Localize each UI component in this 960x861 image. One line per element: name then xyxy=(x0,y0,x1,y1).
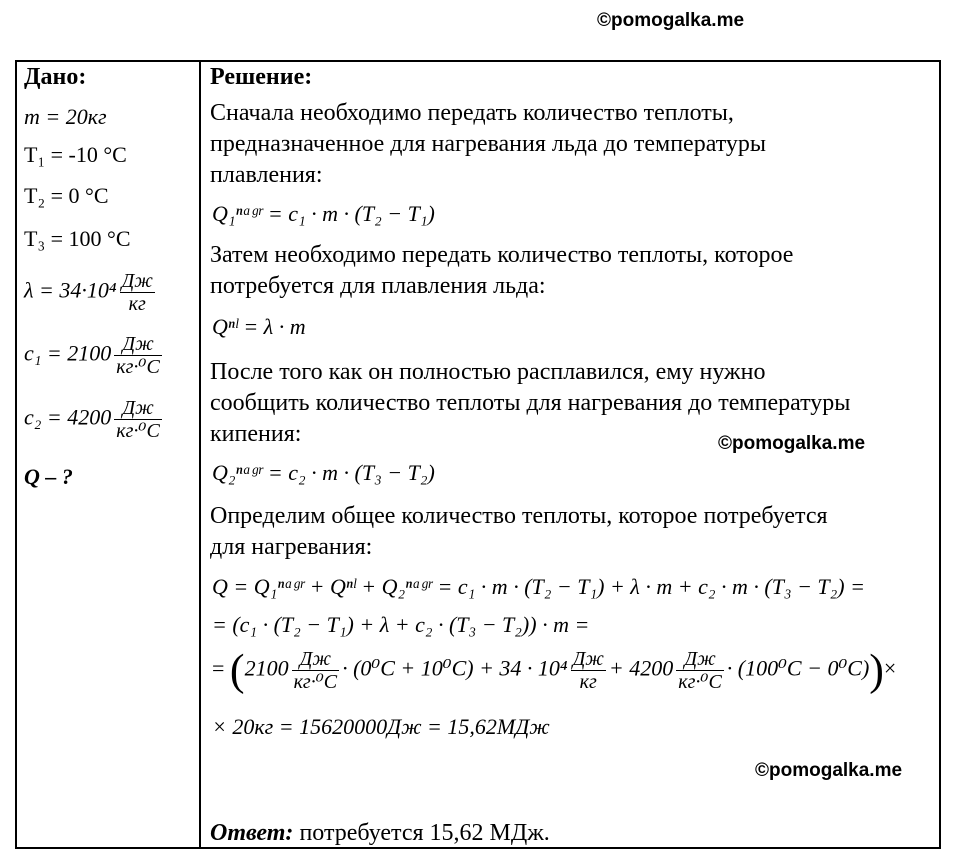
given-c1-unit-num: Дж xyxy=(114,333,162,356)
given-c2-unit-den: кг·⁰C xyxy=(116,420,160,442)
given-c2 xyxy=(24,397,165,442)
frac3-den: кг·⁰C xyxy=(678,671,722,693)
given-t1: T₁ = -10 °C xyxy=(24,142,127,167)
formula-total-3-c: + 4200 xyxy=(608,655,674,681)
answer xyxy=(210,820,550,847)
paragraph-2-line-1: Затем необходимо передать количество теплоты, которое xyxy=(210,242,794,268)
paragraph-3-line-3: кипения: xyxy=(210,421,302,447)
formula-total-3-a: 2100 xyxy=(244,655,289,681)
given-c1 xyxy=(24,333,165,378)
given-header: Дано: xyxy=(24,64,87,90)
table-divider xyxy=(199,60,201,849)
watermark-middle: ©pomogalka.me xyxy=(718,433,866,454)
given-lambda-unit-den: кг xyxy=(128,293,146,315)
close-paren: ) xyxy=(869,645,884,695)
watermark-top: ©pomogalka.me xyxy=(597,10,745,31)
given-c1-prefix: c₁ = 2100 xyxy=(24,340,112,366)
formula-total-3-d: · (100⁰C − 0⁰C) xyxy=(726,655,870,681)
formula-total-3-frac3 xyxy=(676,648,724,693)
paragraph-4-line-1: Определим общее количество теплоты, которое потребуется xyxy=(210,503,828,529)
paragraph-1-line-3: плавления: xyxy=(210,162,323,188)
given-c1-unit xyxy=(114,333,162,378)
given-c1-unit-den: кг·⁰C xyxy=(116,356,160,378)
paragraph-3-line-2: сообщить количество теплоты для нагревания до температуры xyxy=(210,390,851,416)
given-lambda-prefix: λ = 34·10⁴ xyxy=(24,277,117,303)
given-lambda-unit-num: Дж xyxy=(121,270,153,292)
answer-label: Ответ: xyxy=(210,820,294,846)
given-t3: T₃ = 100 °C xyxy=(24,226,131,251)
formula-total-1: Q = Q₁ⁿᵃᵍʳ + Qⁿˡ + Q₂ⁿᵃᵍʳ = c₁ · m · (T₂ − T₁) + λ · m + c₂ · m · (T₃ − T₂) = xyxy=(212,574,865,599)
paragraph-1-line-2: предназначенное для нагревания льда до температуры xyxy=(210,131,767,157)
frac1-den: кг·⁰C xyxy=(293,671,338,693)
frac2-den: кг xyxy=(579,671,597,693)
formula-total-3-frac2 xyxy=(571,648,606,693)
given-t2: T₂ = 0 °C xyxy=(24,183,109,208)
frac3-num: Дж xyxy=(676,648,724,671)
given-c2-unit xyxy=(114,397,162,442)
answer-text: потребуется 15,62 МДж. xyxy=(299,820,550,846)
watermark-bottom: ©pomogalka.me xyxy=(755,760,903,781)
paragraph-2-line-2: потребуется для плавления льда: xyxy=(210,273,546,299)
frac1-num: Дж xyxy=(292,648,340,671)
given-c2-prefix: c₂ = 4200 xyxy=(24,404,112,430)
formula-total-3-times: × xyxy=(883,655,897,681)
paragraph-4-line-2: для нагревания: xyxy=(210,534,373,560)
given-c2-unit-num: Дж xyxy=(114,397,162,420)
formula-total-2: = (c₁ · (T₂ − T₁) + λ + c₂ · (T₃ − T₂)) · m = xyxy=(212,612,590,637)
open-paren: ( xyxy=(229,645,245,695)
paragraph-3-line-1: После того как он полностью расплавился, ему нужно xyxy=(210,359,766,385)
given-find: Q – ? xyxy=(24,464,73,489)
formula-heating-ice: Q₁ⁿᵃᵍʳ = c₁ · m · (T₂ − T₁) xyxy=(212,201,435,226)
given-mass: m = 20кг xyxy=(24,104,107,129)
formula-total-3-frac1 xyxy=(292,648,340,693)
formula-melting: Qⁿˡ = λ · m xyxy=(212,314,306,339)
formula-total-3 xyxy=(212,645,897,695)
formula-total-3-open: = xyxy=(212,655,230,681)
frac2-num: Дж xyxy=(572,648,604,670)
given-lambda-unit xyxy=(120,270,155,315)
given-lambda xyxy=(24,270,158,315)
solution-header: Решение: xyxy=(210,64,313,90)
formula-total-4: × 20кг = 15620000Дж = 15,62МДж xyxy=(212,714,550,739)
paragraph-1-line-1: Сначала необходимо передать количество теплоты, xyxy=(210,100,734,126)
formula-total-3-b: · (0⁰C + 10⁰C) + 34 · 10⁴ xyxy=(342,655,568,681)
formula-heating-water: Q₂ⁿᵃᵍʳ = c₂ · m · (T₃ − T₂) xyxy=(212,460,435,485)
